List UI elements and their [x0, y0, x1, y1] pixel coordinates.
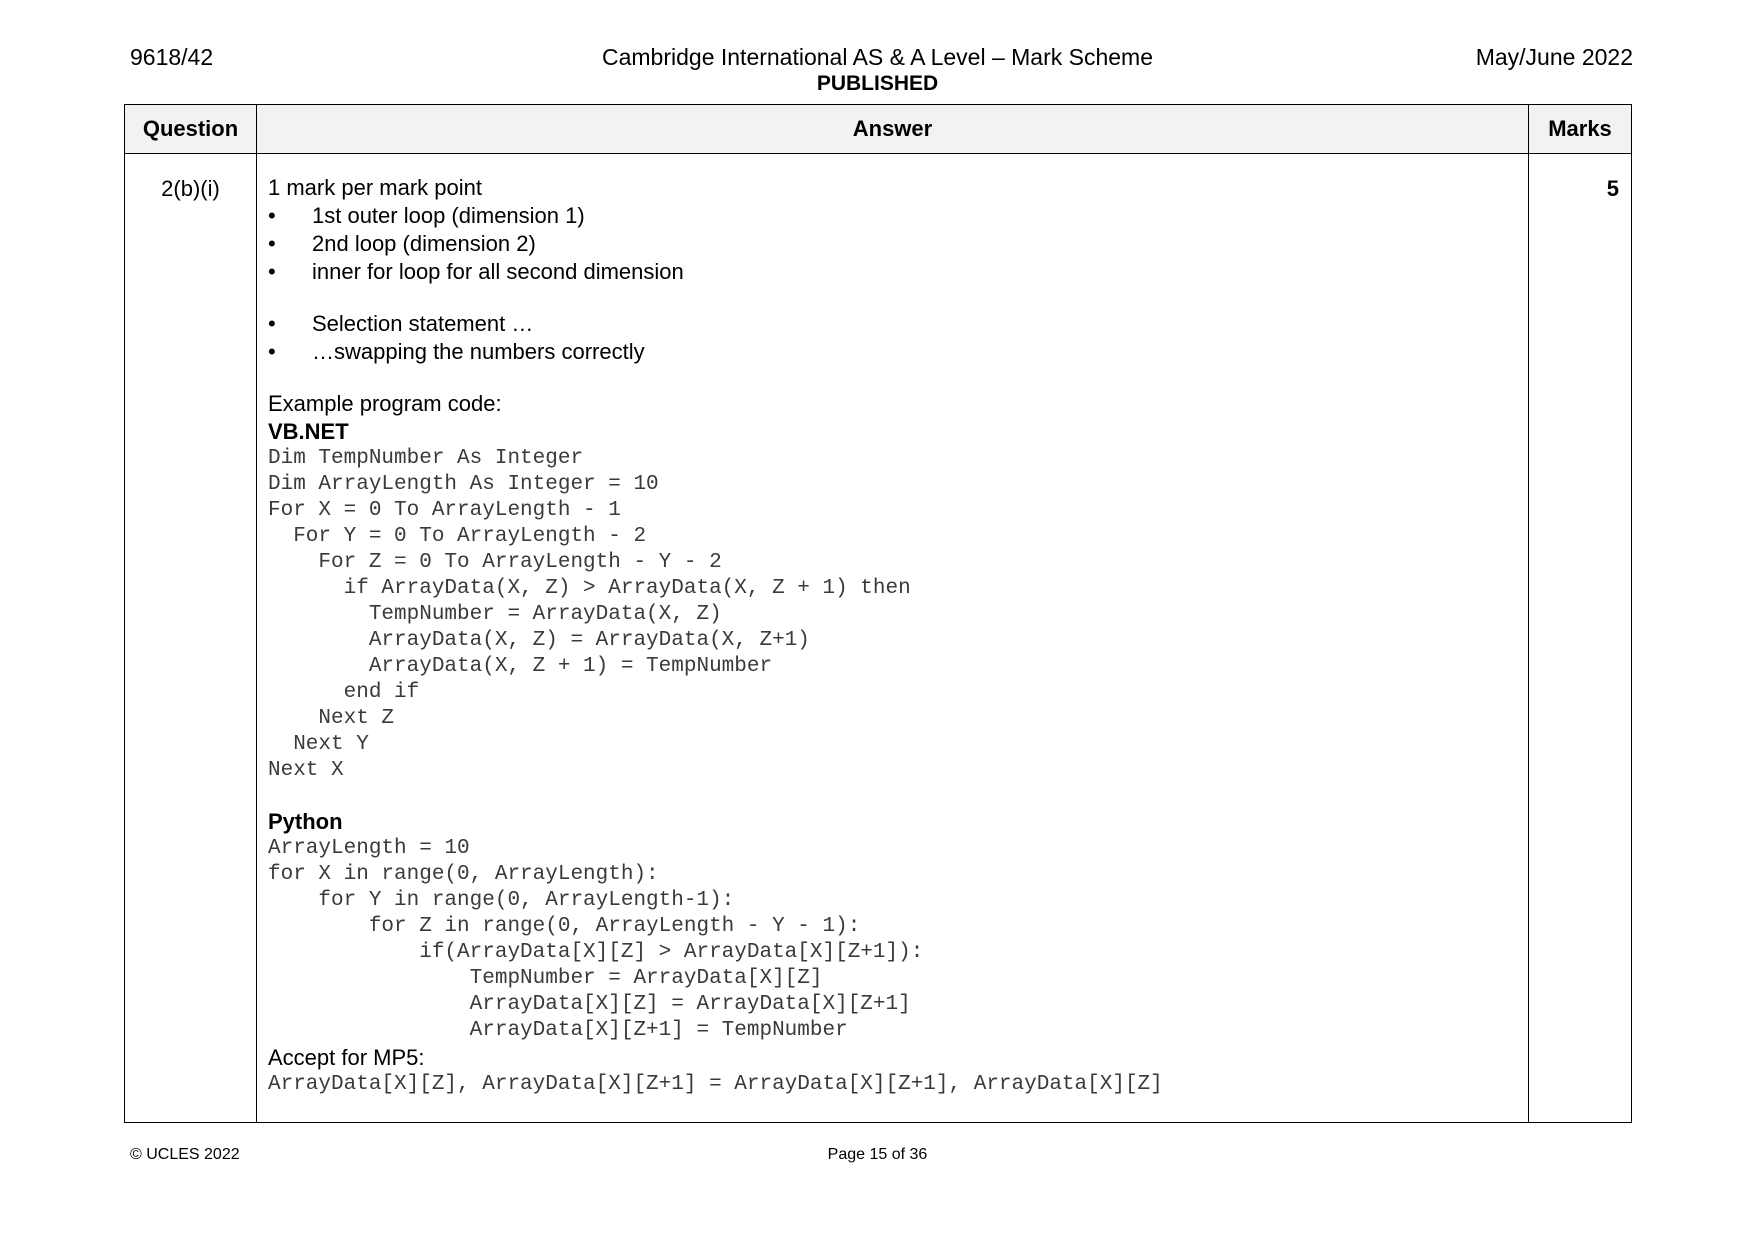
question-header: Question — [125, 105, 257, 154]
page-number: Page 15 of 36 — [827, 1146, 928, 1163]
answer-cell — [257, 154, 1529, 1123]
table-row — [125, 154, 1632, 1123]
vbnet-label: VB.NET — [268, 419, 349, 444]
accept-code: ArrayData[X][Z], ArrayData[X][Z+1] = ArrayData[X][Z+1], ArrayData[X][Z] — [268, 1073, 1163, 1096]
copyright: © UCLES 2022 — [130, 1146, 240, 1163]
paper-code: 9618/42 — [130, 44, 214, 70]
mark-points-loops — [268, 202, 1528, 286]
mark-points-selection — [268, 310, 1528, 366]
table-header-row — [125, 105, 1632, 154]
list-item: • 2nd loop (dimension 2) — [268, 230, 1528, 258]
list-item: • Selection statement … — [268, 310, 1528, 338]
exam-session: May/June 2022 — [1475, 44, 1633, 70]
answer-header: Answer — [257, 105, 1529, 154]
document-title: Cambridge International AS & A Level – Mark Scheme — [601, 44, 1154, 70]
list-item: • inner for loop for all second dimension — [268, 258, 1528, 286]
python-code: ArrayLength = 10 for X in range(0, ArrayLength): for Y in range(0, ArrayLength-1): for Z in range(0, ArrayLength - Y - 1): if(ArrayData[X][Z] > ArrayData[X][Z+1]): TempNumber = ArrayData[X][Z] ArrayData[X][Z] = ArrayData[X][Z+1] ArrayData[X][Z+1] = TempNumber — [268, 837, 924, 1042]
published-label: PUBLISHED — [816, 72, 939, 95]
marks-value: 5 — [1529, 154, 1632, 1123]
vbnet-code: Dim TempNumber As Integer Dim ArrayLength As Integer = 10 For X = 0 To ArrayLength - 1 For Y = 0 To ArrayLength - 2 For Z = 0 To ArrayLength - Y - 2 if ArrayData(X, Z) > ArrayData(X, Z + 1) then TempNumber = ArrayData(X, Z) ArrayData(X, Z) = ArrayData(X, Z+1) ArrayData(X, Z + 1) = TempNumber end if Next Z Next Y Next X — [268, 447, 911, 782]
list-item: • 1st outer loop (dimension 1) — [268, 202, 1528, 230]
list-item: • …swapping the numbers correctly — [268, 338, 1528, 366]
marks-header: Marks — [1529, 105, 1632, 154]
python-label: Python — [268, 809, 343, 834]
mark-intro: 1 mark per mark point — [268, 175, 482, 200]
example-label: Example program code: — [268, 391, 502, 416]
accept-label: Accept for MP5: — [268, 1045, 425, 1070]
question-number: 2(b)(i) — [125, 154, 257, 1123]
mark-scheme-table — [124, 104, 1632, 1123]
